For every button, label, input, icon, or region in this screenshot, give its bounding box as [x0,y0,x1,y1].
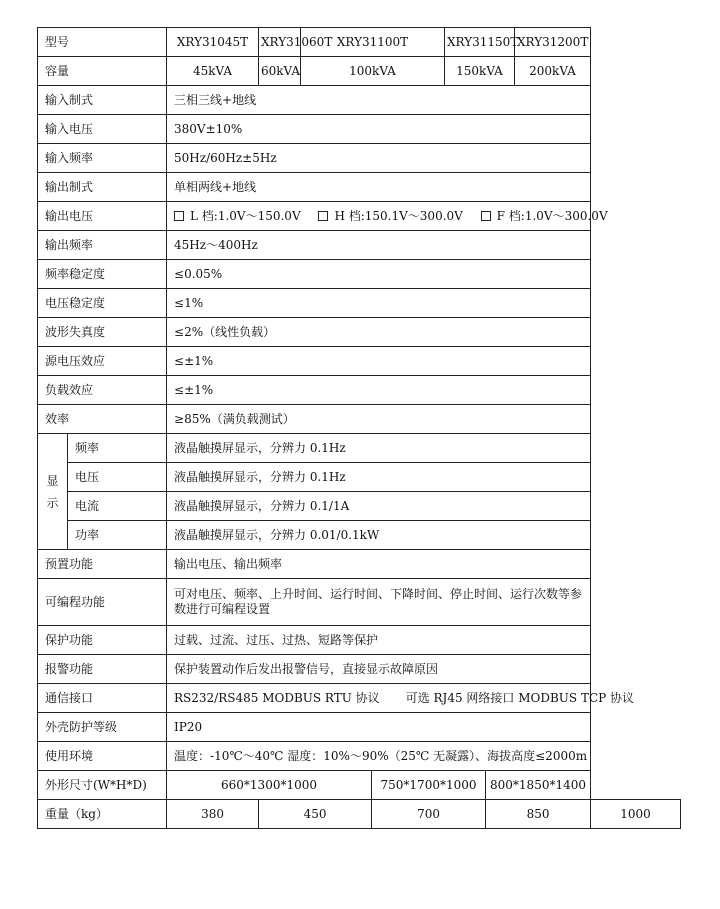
spec-value: 过载、过流、过压、过热、短路等保护 [167,626,591,655]
capacity-row [38,57,681,86]
spec-label: 源电压效应 [38,347,167,376]
spec-label: 负载效应 [38,376,167,405]
spec-label: 输入频率 [38,144,167,173]
weight-value: 1000 [591,800,681,829]
spec-row [38,655,681,684]
output-voltage-options [167,202,608,231]
spec-label: 可编程功能 [38,579,167,626]
dimensions-value: 800*1850*1400 [486,771,591,800]
display-item-value: 液晶触摸屏显示，分辨力 0.01/0.1kW [167,521,591,550]
weight-label: 重量（kg） [38,800,167,829]
dimensions-value: 750*1700*1000 [372,771,486,800]
spec-row [38,144,681,173]
spec-label: 外壳防护等级 [38,713,167,742]
capacity-label: 容量 [38,57,167,86]
capacity-value: 200kVA [515,57,591,86]
capacity-value: 150kVA [445,57,515,86]
spec-label: 输出电压 [38,202,167,231]
display-label-char: 示 [46,495,59,510]
spec-value: 输出电压、输出频率 [167,550,591,579]
spec-row [38,289,681,318]
spec-value: 380V±10% [167,115,591,144]
model-label: 型号 [38,28,167,57]
spec-value: 三相三线+地线 [167,86,591,115]
checkbox-icon[interactable] [481,211,491,221]
dimensions-row [38,771,681,800]
model-value: XRY31060T [259,28,301,57]
weight-value: 380 [167,800,259,829]
range-option-l[interactable] [174,209,301,223]
spec-row [38,742,681,771]
range-option-label: F 档:1.0V～300.0V [496,208,608,223]
spec-row [38,550,681,579]
display-item-label: 电流 [68,492,167,521]
output-voltage-row [38,202,681,231]
spec-value: 单相两线+地线 [167,173,591,202]
range-option-label: H 档:150.1V～300.0V [334,208,463,223]
dimensions-value: 660*1300*1000 [167,771,372,800]
spec-row [38,86,681,115]
spec-row [38,626,681,655]
range-option-label: L 档:1.0V～150.0V [190,208,301,223]
display-row [38,463,681,492]
spec-value: 保护装置动作后发出报警信号，直接显示故障原因 [167,655,591,684]
checkbox-icon[interactable] [318,211,328,221]
spec-label: 输出制式 [38,173,167,202]
spec-label: 输入制式 [38,86,167,115]
weight-value: 850 [486,800,591,829]
spec-value: ≤2%（线性负载） [167,318,591,347]
display-item-label: 电压 [68,463,167,492]
model-value: XRY31100T [301,28,445,57]
spec-label: 报警功能 [38,655,167,684]
spec-row [38,579,681,626]
display-item-value: 液晶触摸屏显示，分辨力 0.1/1A [167,492,591,521]
spec-table [37,27,681,829]
capacity-value: 100kVA [301,57,445,86]
spec-row [38,347,681,376]
spec-value: 50Hz/60Hz±5Hz [167,144,591,173]
spec-label: 使用环境 [38,742,167,771]
display-item-label: 功率 [68,521,167,550]
display-group-label [38,434,68,550]
spec-row [38,260,681,289]
weight-value: 700 [372,800,486,829]
spec-label: 波形失真度 [38,318,167,347]
spec-row [38,318,681,347]
spec-row [38,405,681,434]
display-row [38,434,681,463]
range-option-f[interactable] [481,209,608,223]
spec-value: 温度：-10℃～40℃ 湿度：10%～90%（25℃ 无凝露）、海拔高度≤2000m [167,742,591,771]
spec-label: 频率稳定度 [38,260,167,289]
spec-row [38,376,681,405]
spec-value: IP20 [167,713,591,742]
weight-value: 450 [259,800,372,829]
display-row [38,492,681,521]
model-row [38,28,681,57]
spec-value: ≥85%（满负载测试） [167,405,591,434]
spec-row [38,713,681,742]
model-value: XRY31045T [167,28,259,57]
spec-label: 输出频率 [38,231,167,260]
comm-protocol-tcp: 可选 RJ45 网络接口 MODBUS TCP 协议 [405,690,635,705]
spec-row [38,231,681,260]
checkbox-icon[interactable] [174,211,184,221]
display-row [38,521,681,550]
spec-value: 45Hz～400Hz [167,231,591,260]
spec-label: 效率 [38,405,167,434]
range-option-h[interactable] [318,209,462,223]
display-item-value: 液晶触摸屏显示，分辨力 0.1Hz [167,463,591,492]
dimensions-label: 外形尺寸(W*H*D) [38,771,167,800]
spec-value: ≤1% [167,289,591,318]
model-value: XRY31200T [515,28,591,57]
comm-value [167,684,635,713]
capacity-value: 60kVA [259,57,301,86]
spec-label: 输入电压 [38,115,167,144]
comm-row [38,684,681,713]
spec-value: 可对电压、频率、上升时间、运行时间、下降时间、停止时间、运行次数等参数进行可编程设置 [167,579,591,626]
spec-row [38,115,681,144]
spec-row [38,173,681,202]
model-value: XRY31150T [445,28,515,57]
display-item-value: 液晶触摸屏显示，分辨力 0.1Hz [167,434,591,463]
spec-value: ≤±1% [167,376,591,405]
spec-label: 电压稳定度 [38,289,167,318]
spec-label: 保护功能 [38,626,167,655]
spec-value: ≤±1% [167,347,591,376]
capacity-value: 45kVA [167,57,259,86]
comm-protocol-rtu: RS232/RS485 MODBUS RTU 协议 [174,690,380,705]
display-label-char: 显 [46,473,59,488]
spec-label: 预置功能 [38,550,167,579]
spec-value: ≤0.05% [167,260,591,289]
spec-label: 通信接口 [38,684,167,713]
display-item-label: 频率 [68,434,167,463]
weight-row [38,800,681,829]
